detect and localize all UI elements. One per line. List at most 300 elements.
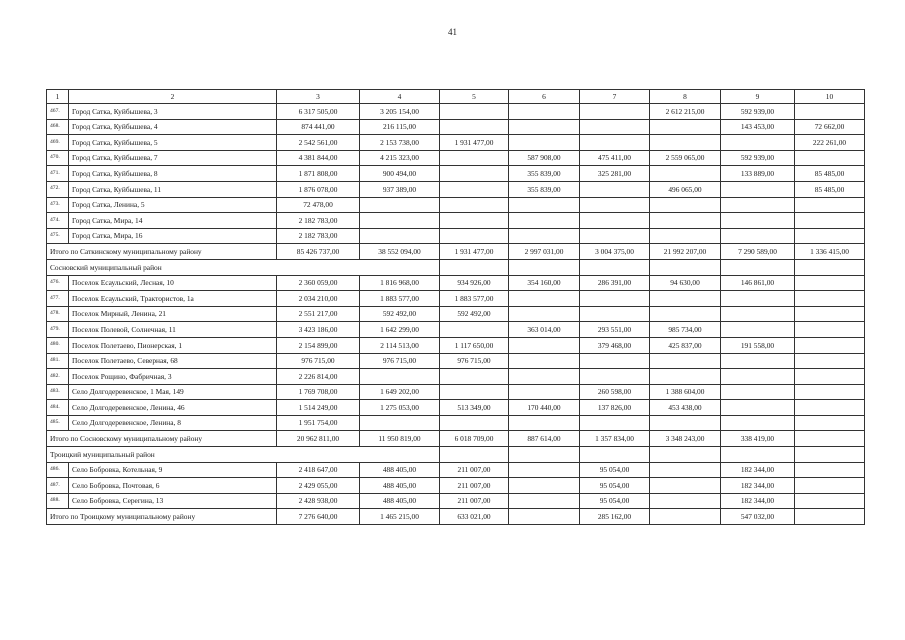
amount-cell xyxy=(440,119,509,135)
table-body xyxy=(47,90,865,525)
amount-cell xyxy=(440,213,509,229)
amount-cell: 1 883 577,00 xyxy=(360,291,440,307)
amount-cell: 293 551,00 xyxy=(580,322,650,338)
table-row xyxy=(47,306,865,322)
amount-cell xyxy=(509,135,580,151)
amount-cell xyxy=(795,462,865,478)
amount-cell xyxy=(650,228,721,244)
amount-cell xyxy=(650,119,721,135)
column-header: 3 xyxy=(277,90,360,104)
region-row xyxy=(47,447,865,463)
amount-cell xyxy=(795,213,865,229)
table-row xyxy=(47,291,865,307)
amount-cell xyxy=(795,353,865,369)
amount-cell: 94 630,00 xyxy=(650,275,721,291)
row-number: 467. xyxy=(47,104,69,120)
amount-cell: 976 715,00 xyxy=(440,353,509,369)
amount-cell xyxy=(795,275,865,291)
amount-cell: 170 440,00 xyxy=(509,400,580,416)
table-row xyxy=(47,400,865,416)
amount-cell: 985 734,00 xyxy=(650,322,721,338)
amount-cell xyxy=(360,369,440,385)
amount-cell: 453 438,00 xyxy=(650,400,721,416)
column-header: 6 xyxy=(509,90,580,104)
table-row xyxy=(47,384,865,400)
amount-cell: 325 281,00 xyxy=(580,166,650,182)
amount-cell: 1 642 299,00 xyxy=(360,322,440,338)
total-row xyxy=(47,509,865,525)
amount-cell xyxy=(509,353,580,369)
amount-cell xyxy=(721,369,795,385)
amount-cell xyxy=(795,322,865,338)
amount-cell xyxy=(360,228,440,244)
table-row xyxy=(47,462,865,478)
total-amount-cell xyxy=(509,509,580,525)
empty-cell xyxy=(440,447,509,463)
amount-cell: 95 054,00 xyxy=(580,493,650,509)
column-header: 7 xyxy=(580,90,650,104)
amount-cell xyxy=(795,400,865,416)
amount-cell xyxy=(360,213,440,229)
table-row xyxy=(47,353,865,369)
amount-cell xyxy=(509,119,580,135)
amount-cell xyxy=(650,462,721,478)
amount-cell xyxy=(580,369,650,385)
address-cell: Поселок Есаульский, Лесная, 10 xyxy=(69,275,277,291)
amount-cell: 72 662,00 xyxy=(795,119,865,135)
amount-cell: 2 551 217,00 xyxy=(277,306,360,322)
column-header: 1 xyxy=(47,90,69,104)
amount-cell xyxy=(721,400,795,416)
amount-cell: 513 349,00 xyxy=(440,400,509,416)
row-number: 468. xyxy=(47,119,69,135)
row-number: 476. xyxy=(47,275,69,291)
address-cell: Город Сатка, Куйбышева, 11 xyxy=(69,181,277,197)
table-row xyxy=(47,493,865,509)
address-cell: Село Бобровка, Почтовая, 6 xyxy=(69,478,277,494)
amount-cell xyxy=(509,228,580,244)
total-amount-cell: 3 348 243,00 xyxy=(650,431,721,447)
amount-cell: 2 226 814,00 xyxy=(277,369,360,385)
amount-cell: 976 715,00 xyxy=(277,353,360,369)
amount-cell: 2 429 055,00 xyxy=(277,478,360,494)
amount-cell: 2 559 065,00 xyxy=(650,150,721,166)
row-number: 482. xyxy=(47,369,69,385)
address-cell: Поселок Полевой, Солнечная, 11 xyxy=(69,322,277,338)
column-header: 5 xyxy=(440,90,509,104)
table-row xyxy=(47,228,865,244)
amount-cell: 900 494,00 xyxy=(360,166,440,182)
address-cell: Город Сатка, Мира, 14 xyxy=(69,213,277,229)
table-row xyxy=(47,478,865,494)
table-row xyxy=(47,197,865,213)
amount-cell: 475 411,00 xyxy=(580,150,650,166)
amount-cell xyxy=(360,415,440,431)
amount-cell xyxy=(795,197,865,213)
amount-cell: 2 114 513,00 xyxy=(360,337,440,353)
amount-cell xyxy=(440,181,509,197)
amount-cell xyxy=(360,197,440,213)
amount-cell xyxy=(650,213,721,229)
address-cell: Город Сатка, Куйбышева, 3 xyxy=(69,104,277,120)
amount-cell xyxy=(721,181,795,197)
amount-cell xyxy=(509,291,580,307)
amount-cell xyxy=(650,415,721,431)
amount-cell: 1 117 650,00 xyxy=(440,337,509,353)
region-heading: Троицкий муниципальный район xyxy=(47,447,440,463)
total-label: Итого по Саткинскому муниципальному району xyxy=(47,244,277,260)
row-number: 485. xyxy=(47,415,69,431)
amount-cell xyxy=(440,384,509,400)
address-cell: Поселок Есаульский, Трактористов, 1а xyxy=(69,291,277,307)
amount-cell: 2 182 783,00 xyxy=(277,228,360,244)
total-amount-cell: 633 021,00 xyxy=(440,509,509,525)
amount-cell xyxy=(650,353,721,369)
amount-cell xyxy=(580,306,650,322)
amount-cell: 222 261,00 xyxy=(795,135,865,151)
address-cell: Село Бобровка, Серегина, 13 xyxy=(69,493,277,509)
row-number: 474. xyxy=(47,213,69,229)
amount-cell: 72 478,00 xyxy=(277,197,360,213)
row-number: 473. xyxy=(47,197,69,213)
amount-cell xyxy=(580,228,650,244)
column-header: 4 xyxy=(360,90,440,104)
amount-cell xyxy=(509,415,580,431)
empty-cell xyxy=(795,259,865,275)
amount-cell xyxy=(509,478,580,494)
total-amount-cell xyxy=(795,509,865,525)
amount-cell xyxy=(650,493,721,509)
address-cell: Село Долгодеревенское, Ленина, 46 xyxy=(69,400,277,416)
amount-cell: 146 861,00 xyxy=(721,275,795,291)
total-amount-cell: 20 962 811,00 xyxy=(277,431,360,447)
total-amount-cell: 338 419,00 xyxy=(721,431,795,447)
amount-cell xyxy=(509,337,580,353)
amount-cell xyxy=(580,104,650,120)
amount-cell: 1 514 249,00 xyxy=(277,400,360,416)
total-amount-cell: 7 276 640,00 xyxy=(277,509,360,525)
total-amount-cell: 3 004 375,00 xyxy=(580,244,650,260)
amount-cell: 2 418 647,00 xyxy=(277,462,360,478)
address-cell: Село Долгодеревенское, 1 Мая, 149 xyxy=(69,384,277,400)
amount-cell xyxy=(580,353,650,369)
amount-cell: 355 839,00 xyxy=(509,166,580,182)
address-cell: Город Сатка, Куйбышева, 8 xyxy=(69,166,277,182)
amount-cell: 2 612 215,00 xyxy=(650,104,721,120)
amount-cell: 2 034 210,00 xyxy=(277,291,360,307)
row-number: 484. xyxy=(47,400,69,416)
amount-cell xyxy=(795,291,865,307)
amount-cell: 1 769 708,00 xyxy=(277,384,360,400)
amount-cell: 874 441,00 xyxy=(277,119,360,135)
row-number: 472. xyxy=(47,181,69,197)
amount-cell: 182 344,00 xyxy=(721,478,795,494)
amount-cell: 1 876 078,00 xyxy=(277,181,360,197)
amount-cell xyxy=(440,415,509,431)
amount-cell: 1 931 477,00 xyxy=(440,135,509,151)
table-row xyxy=(47,181,865,197)
amount-cell: 143 453,00 xyxy=(721,119,795,135)
address-cell: Село Долгодеревенское, Ленина, 8 xyxy=(69,415,277,431)
amount-cell: 592 939,00 xyxy=(721,104,795,120)
amount-cell: 4 215 323,00 xyxy=(360,150,440,166)
total-amount-cell: 1 465 215,00 xyxy=(360,509,440,525)
amount-cell: 1 649 202,00 xyxy=(360,384,440,400)
empty-cell xyxy=(440,259,509,275)
address-cell: Поселок Рощино, Фабричная, 3 xyxy=(69,369,277,385)
amount-cell: 182 344,00 xyxy=(721,462,795,478)
total-amount-cell: 1 357 834,00 xyxy=(580,431,650,447)
amount-cell: 488 405,00 xyxy=(360,462,440,478)
amount-cell: 260 598,00 xyxy=(580,384,650,400)
amount-cell xyxy=(721,415,795,431)
amount-cell xyxy=(650,478,721,494)
amount-cell: 592 492,00 xyxy=(440,306,509,322)
amount-cell: 95 054,00 xyxy=(580,478,650,494)
amount-cell xyxy=(580,213,650,229)
empty-cell xyxy=(795,447,865,463)
amount-cell: 6 317 505,00 xyxy=(277,104,360,120)
amount-cell: 191 558,00 xyxy=(721,337,795,353)
amount-cell xyxy=(795,384,865,400)
amount-cell xyxy=(650,135,721,151)
address-cell: Город Сатка, Куйбышева, 5 xyxy=(69,135,277,151)
region-row xyxy=(47,259,865,275)
total-label: Итого по Сосновскому муниципальному району xyxy=(47,431,277,447)
amount-cell xyxy=(580,135,650,151)
amount-cell: 1 275 053,00 xyxy=(360,400,440,416)
total-amount-cell xyxy=(795,431,865,447)
amount-cell xyxy=(795,306,865,322)
total-amount-cell: 21 992 207,00 xyxy=(650,244,721,260)
total-amount-cell: 6 018 709,00 xyxy=(440,431,509,447)
row-number: 486. xyxy=(47,462,69,478)
amount-cell: 211 007,00 xyxy=(440,462,509,478)
address-cell: Поселок Полетаево, Пионерская, 1 xyxy=(69,337,277,353)
row-number: 480. xyxy=(47,337,69,353)
amount-cell: 496 065,00 xyxy=(650,181,721,197)
table-row xyxy=(47,150,865,166)
amount-cell: 211 007,00 xyxy=(440,493,509,509)
page-number: 41 xyxy=(448,27,457,37)
amount-cell: 363 014,00 xyxy=(509,322,580,338)
total-amount-cell: 285 162,00 xyxy=(580,509,650,525)
amount-cell xyxy=(795,228,865,244)
row-number: 470. xyxy=(47,150,69,166)
amount-cell xyxy=(509,493,580,509)
row-number: 475. xyxy=(47,228,69,244)
column-header: 8 xyxy=(650,90,721,104)
amount-cell: 2 154 899,00 xyxy=(277,337,360,353)
empty-cell xyxy=(650,259,721,275)
address-cell: Поселок Полетаево, Северная, 68 xyxy=(69,353,277,369)
empty-cell xyxy=(721,447,795,463)
row-number: 477. xyxy=(47,291,69,307)
empty-cell xyxy=(650,447,721,463)
total-amount-cell xyxy=(650,509,721,525)
amount-cell: 4 381 844,00 xyxy=(277,150,360,166)
amount-cell: 2 360 059,00 xyxy=(277,275,360,291)
amount-cell xyxy=(721,306,795,322)
amount-cell xyxy=(650,197,721,213)
table-row xyxy=(47,275,865,291)
amount-cell: 1 883 577,00 xyxy=(440,291,509,307)
amount-cell xyxy=(650,306,721,322)
amount-cell xyxy=(795,415,865,431)
total-amount-cell: 11 950 819,00 xyxy=(360,431,440,447)
total-row xyxy=(47,244,865,260)
amount-cell: 182 344,00 xyxy=(721,493,795,509)
table-row xyxy=(47,135,865,151)
amount-cell: 3 205 154,00 xyxy=(360,104,440,120)
amount-cell: 1 816 968,00 xyxy=(360,275,440,291)
total-amount-cell: 547 032,00 xyxy=(721,509,795,525)
address-cell: Город Сатка, Ленина, 5 xyxy=(69,197,277,213)
total-label: Итого по Троицкому муниципальному району xyxy=(47,509,277,525)
row-number: 488. xyxy=(47,493,69,509)
amount-cell xyxy=(795,150,865,166)
amount-cell: 379 468,00 xyxy=(580,337,650,353)
amount-cell: 286 391,00 xyxy=(580,275,650,291)
amount-cell xyxy=(721,213,795,229)
amount-cell xyxy=(795,337,865,353)
header-row xyxy=(47,90,865,104)
amount-cell: 211 007,00 xyxy=(440,478,509,494)
amount-cell: 85 485,00 xyxy=(795,181,865,197)
amount-cell xyxy=(440,369,509,385)
table-row xyxy=(47,213,865,229)
amount-cell xyxy=(795,493,865,509)
amount-cell: 976 715,00 xyxy=(360,353,440,369)
amount-cell: 95 054,00 xyxy=(580,462,650,478)
row-number: 469. xyxy=(47,135,69,151)
address-cell: Город Сатка, Мира, 16 xyxy=(69,228,277,244)
amount-cell xyxy=(721,291,795,307)
row-number: 471. xyxy=(47,166,69,182)
total-amount-cell: 1 336 415,00 xyxy=(795,244,865,260)
column-header: 10 xyxy=(795,90,865,104)
amount-cell xyxy=(440,166,509,182)
row-number: 483. xyxy=(47,384,69,400)
amount-cell: 488 405,00 xyxy=(360,493,440,509)
table-row xyxy=(47,337,865,353)
amount-cell xyxy=(650,166,721,182)
amount-cell: 2 182 783,00 xyxy=(277,213,360,229)
amount-cell xyxy=(721,384,795,400)
amount-cell xyxy=(580,291,650,307)
amount-cell xyxy=(509,462,580,478)
address-cell: Город Сатка, Куйбышева, 7 xyxy=(69,150,277,166)
address-cell: Город Сатка, Куйбышева, 4 xyxy=(69,119,277,135)
address-cell: Поселок Мирный, Ленина, 21 xyxy=(69,306,277,322)
column-header: 2 xyxy=(69,90,277,104)
region-heading: Сосновский муниципальный район xyxy=(47,259,440,275)
amount-cell xyxy=(509,369,580,385)
amount-cell xyxy=(795,104,865,120)
total-amount-cell: 2 997 031,00 xyxy=(509,244,580,260)
amount-cell xyxy=(580,415,650,431)
amount-cell: 592 939,00 xyxy=(721,150,795,166)
amount-cell: 425 837,00 xyxy=(650,337,721,353)
amount-cell xyxy=(580,197,650,213)
amount-cell: 488 405,00 xyxy=(360,478,440,494)
empty-cell xyxy=(721,259,795,275)
total-amount-cell: 1 931 477,00 xyxy=(440,244,509,260)
row-number: 479. xyxy=(47,322,69,338)
amount-cell xyxy=(721,322,795,338)
amount-cell: 1 871 808,00 xyxy=(277,166,360,182)
total-amount-cell: 7 290 589,00 xyxy=(721,244,795,260)
amount-cell: 937 389,00 xyxy=(360,181,440,197)
amount-cell: 1 388 604,00 xyxy=(650,384,721,400)
row-number: 481. xyxy=(47,353,69,369)
amount-cell xyxy=(580,119,650,135)
amount-cell: 592 492,00 xyxy=(360,306,440,322)
amount-cell: 2 542 561,00 xyxy=(277,135,360,151)
amount-cell: 354 160,00 xyxy=(509,275,580,291)
registry-table xyxy=(46,89,865,525)
amount-cell xyxy=(440,150,509,166)
amount-cell: 934 926,00 xyxy=(440,275,509,291)
amount-cell: 85 485,00 xyxy=(795,166,865,182)
amount-cell xyxy=(440,322,509,338)
empty-cell xyxy=(509,447,580,463)
amount-cell xyxy=(580,181,650,197)
amount-cell: 587 908,00 xyxy=(509,150,580,166)
total-amount-cell: 887 614,00 xyxy=(509,431,580,447)
amount-cell xyxy=(795,478,865,494)
table-row xyxy=(47,415,865,431)
amount-cell: 355 839,00 xyxy=(509,181,580,197)
amount-cell xyxy=(721,228,795,244)
empty-cell xyxy=(509,259,580,275)
table-row xyxy=(47,119,865,135)
amount-cell: 2 428 938,00 xyxy=(277,493,360,509)
amount-cell: 2 153 738,00 xyxy=(360,135,440,151)
amount-cell xyxy=(721,135,795,151)
amount-cell xyxy=(509,213,580,229)
amount-cell xyxy=(509,104,580,120)
address-cell: Село Бобровка, Котельная, 9 xyxy=(69,462,277,478)
total-amount-cell: 38 552 094,00 xyxy=(360,244,440,260)
table-row xyxy=(47,322,865,338)
amount-cell: 133 889,00 xyxy=(721,166,795,182)
total-amount-cell: 85 426 737,00 xyxy=(277,244,360,260)
empty-cell xyxy=(580,259,650,275)
row-number: 478. xyxy=(47,306,69,322)
amount-cell: 137 826,00 xyxy=(580,400,650,416)
amount-cell xyxy=(721,353,795,369)
amount-cell xyxy=(509,197,580,213)
amount-cell xyxy=(721,197,795,213)
table-row xyxy=(47,104,865,120)
row-number: 487. xyxy=(47,478,69,494)
amount-cell xyxy=(650,369,721,385)
amount-cell xyxy=(650,291,721,307)
amount-cell xyxy=(509,384,580,400)
amount-cell xyxy=(440,197,509,213)
empty-cell xyxy=(580,447,650,463)
amount-cell: 216 115,00 xyxy=(360,119,440,135)
amount-cell xyxy=(440,228,509,244)
amount-cell xyxy=(509,306,580,322)
column-header: 9 xyxy=(721,90,795,104)
amount-cell xyxy=(795,369,865,385)
table-row xyxy=(47,369,865,385)
amount-cell: 3 423 186,00 xyxy=(277,322,360,338)
total-row xyxy=(47,431,865,447)
amount-cell: 1 951 754,00 xyxy=(277,415,360,431)
